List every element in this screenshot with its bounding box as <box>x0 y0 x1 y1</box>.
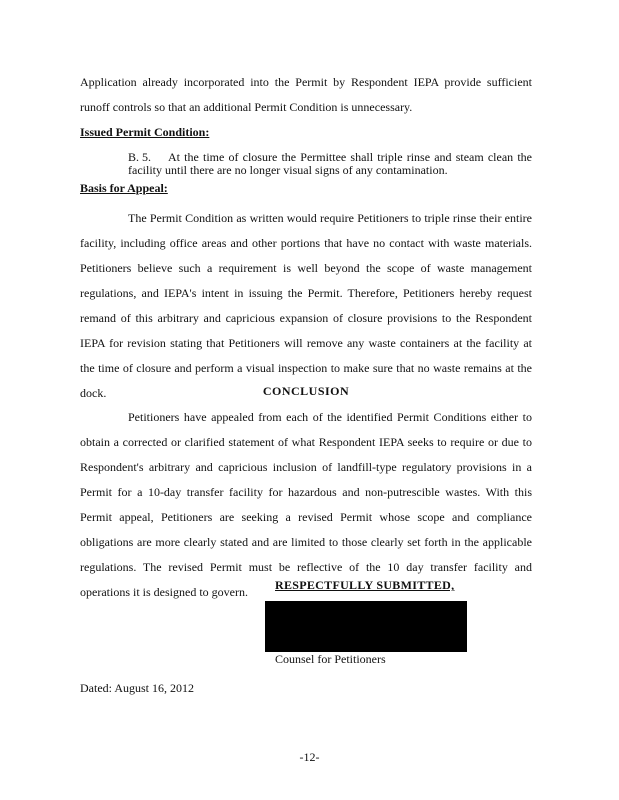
signature-caption: Counsel for Petitioners <box>275 652 386 666</box>
basis-for-appeal-heading: Basis for Appeal: <box>80 181 168 195</box>
redaction-box <box>265 601 467 652</box>
condition-number: B. 5. <box>128 150 152 164</box>
basis-paragraph: The Permit Condition as written would require Petitioners to triple rinse their entire facility, including office areas and other portions that have no contact with waste materials. Petitioners believe such a requirement is well beyond the scope of waste management regulations, and IEPA's intent in issuing the Permit. Therefore, Petitioners hereby request remand of this arbitrary and capricious expansion of closure provisions to the Respondent IEPA for revision stating that Petitioners will remove any waste containers at the facility at the time of closure and perform a visual inspection to make sure that no waste remains at the dock. <box>80 211 532 400</box>
condition-text: At the time of closure the Permittee shall triple rinse and steam clean the facility until there are no longer visual signs of any contamination. <box>128 150 532 177</box>
date-line: Dated: August 16, 2012 <box>80 681 194 695</box>
permit-condition-block <box>80 151 532 177</box>
basis-block <box>80 206 532 406</box>
conclusion-block <box>80 405 532 605</box>
continuation-block <box>80 70 532 120</box>
conclusion-paragraph: Petitioners have appealed from each of the identified Permit Conditions either to obtain a corrected or clarified statement of what Respondent IEPA seeks to require or due to Respondent's arbitrary and capricious inclusion of landfill-type regulatory provisions in a Permit for a 10-day transfer facility for hazardous and non-putrescible wastes. With this Permit appeal, Petitioners are seeking a revised Permit whose scope and compliance obligations are more clearly stated and are limited to those clearly set forth in the applicable regulations. The revised Permit must be reflective of the 10 day transfer facility and operations it is designed to govern. <box>80 410 532 599</box>
signature-heading: RESPECTFULLY SUBMITTED, <box>275 578 455 592</box>
page-number: -12- <box>299 750 320 764</box>
continuation-paragraph: Application already incorporated into the Permit by Respondent IEPA provide sufficient runoff controls so that an additional Permit Condition is unnecessary. <box>80 75 532 114</box>
issued-permit-heading: Issued Permit Condition: <box>80 125 210 139</box>
conclusion-heading-block <box>80 379 532 404</box>
permit-condition <box>80 151 532 177</box>
conclusion-heading: CONCLUSION <box>262 384 350 398</box>
basis-heading-block <box>80 180 532 196</box>
issued-permit-block <box>80 124 532 140</box>
